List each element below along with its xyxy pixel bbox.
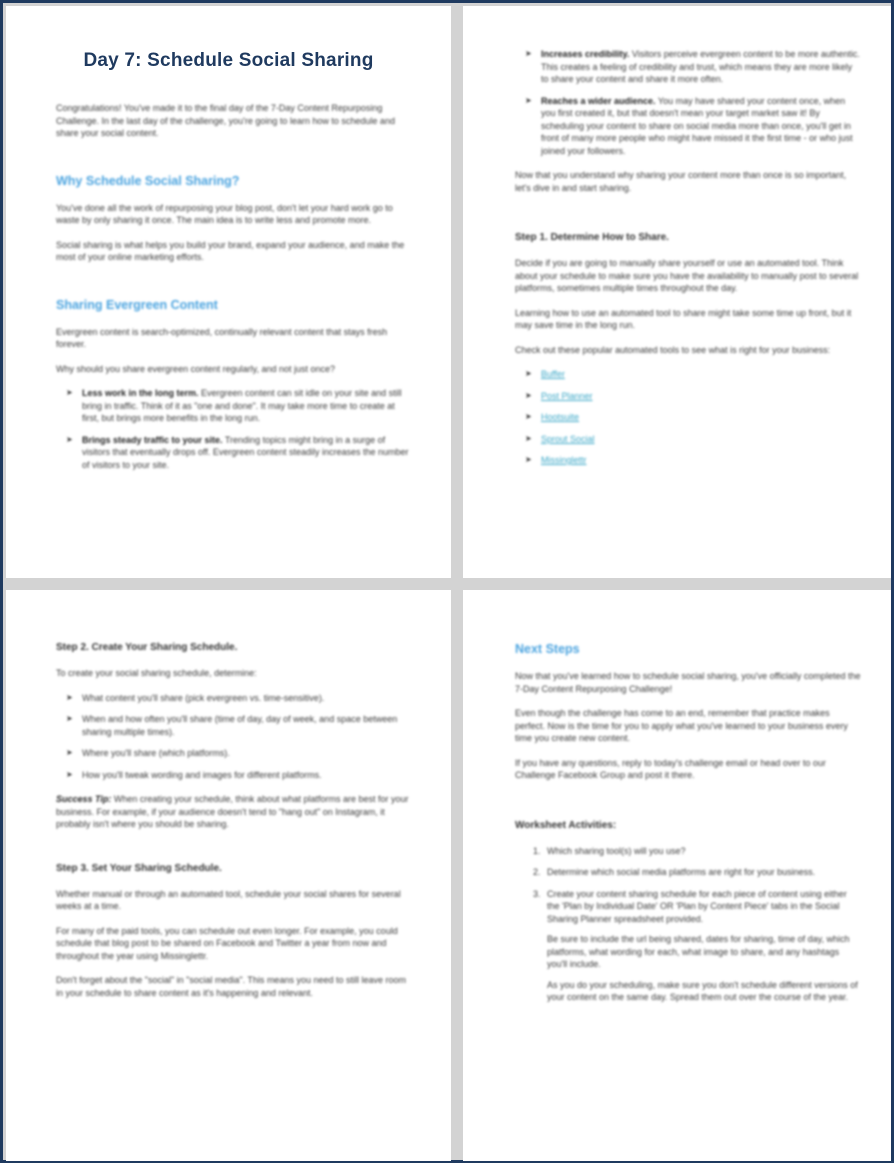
transition-paragraph: Now that you understand why sharing your content more than once is so important, let's dive in and start sharing.: [515, 170, 847, 193]
next-steps-heading: Next Steps: [515, 642, 580, 656]
list-item: [541, 433, 861, 446]
tools-list: [515, 368, 861, 467]
tool-link-hootsuite[interactable]: Hootsuite: [541, 412, 580, 422]
worksheet-heading: Worksheet Activities:: [515, 819, 617, 831]
list-item: 3. Create your content sharing schedule for each piece of content using either the 'Plan by Individual Date' OR 'Plan by Content Piece' tabs in the Social Sharing Planner spreadsheet provided. Be sure to include the url being shared, dates for sharing, time of day, which platforms, what wording for each, what image to share, and any hashtags you'll include. As you do your scheduling, make sure you don't schedule different versions of your content on the same day. Spread them out over the course of the year.: [543, 888, 861, 1004]
list-item: [541, 411, 861, 424]
list-item: ➤ Brings steady traffic to your site. Trending topics might bring in a surge of visitors that eventually drops off. Evergreen content steadily increases the number of visitors to your site.: [82, 434, 413, 472]
list-item: ➤ What content you'll share (pick evergreen vs. time-sensitive).: [82, 692, 413, 705]
page-1: [6, 6, 451, 578]
list-item: 1. Which sharing tool(s) will you use?: [543, 845, 861, 858]
evergreen-benefits-list: [56, 387, 413, 471]
why-paragraph-1: You've done all the work of repurposing your blog post, don't let your hard work go to waste by only sharing it once. The main idea is to write less and promote more.: [56, 202, 393, 225]
tool-link-post-planner[interactable]: Post Planner: [541, 390, 593, 401]
list-item: ➤ Where you'll share (which platforms).: [82, 747, 413, 760]
success-tip: [56, 793, 413, 831]
evergreen-paragraph-2: Why should you share evergreen content regularly, and not just once?: [56, 363, 335, 374]
list-item: ➤ Less work in the long term. Evergreen content can sit idle on your site and still bring in traffic. Think of it as "one and done". It may take more time to create at first, but brings more benefits in the long run.: [82, 387, 413, 425]
list-item: [541, 454, 861, 467]
page-4-body: [515, 642, 861, 1016]
page-2-body: [515, 48, 861, 479]
step2-intro: To create your social sharing schedule, determine:: [56, 668, 257, 678]
activity-3-paragraph-1: Be sure to include the url being shared, dates for sharing, time of day, which platforms, what wording for each, what image to share, and any hashtags you'll include.: [547, 934, 850, 969]
page-3-body: [56, 642, 413, 1011]
step3-paragraph-1: Whether manual or through an automated tool, schedule your social shares for several weeks at a time.: [56, 888, 401, 911]
step2-list: [56, 692, 413, 782]
tool-link-sprout-social[interactable]: Sprout Social: [541, 433, 595, 444]
worksheet-activities-list: [515, 845, 861, 1004]
step3-heading: Step 3. Set Your Sharing Schedule.: [56, 862, 222, 874]
why-heading: Why Schedule Social Sharing?: [56, 173, 240, 188]
step3-paragraph-2: For many of the paid tools, you can schedule out even longer. For example, you could schedule that blog post to be shared on Facebook and Twitter a year from now and throughout the year using Missinglettr.: [56, 925, 398, 961]
page-2: [463, 6, 891, 578]
evergreen-benefits-list-continued: [515, 48, 861, 157]
list-item: [541, 390, 861, 403]
success-tip-label: Success Tip:: [56, 794, 112, 804]
list-item: [541, 368, 861, 381]
activity-3-paragraph-2: As you do your scheduling, make sure you don't schedule different versions of your content on the same day. Spread them out over the course of the year.: [547, 979, 858, 1002]
page-3: [6, 590, 451, 1161]
evergreen-paragraph-1: Evergreen content is search-optimized, continually relevant content that stays fresh forever.: [56, 326, 388, 349]
step1-paragraph-1: Decide if you are going to manually share yourself or use an automated tool. Think about your schedule to make sure you have the availability to manually post to several platforms, sometimes multiple times throughout the day.: [515, 258, 859, 293]
list-item: ➤ Increases credibility. Visitors perceive evergreen content to be more authentic. This creates a feeling of credibility and trust, which means they are more likely to share your content and share it more often.: [541, 48, 861, 86]
step1-paragraph-3: Check out these popular automated tools to see what is right for your business:: [515, 344, 831, 355]
page-4: [463, 590, 891, 1161]
document-title: Day 7: Schedule Social Sharing: [83, 50, 374, 71]
step3-paragraph-3: Don't forget about the "social" in "social media". This means you need to still leave room in your schedule to share content as it's happening and relevant.: [56, 975, 407, 998]
page-1-body: [56, 102, 413, 483]
next-paragraph-3: If you have any questions, reply to today's challenge email or head over to our Challenge Facebook Group and post it there.: [515, 757, 826, 780]
next-paragraph-2: Even though the challenge has come to an end, remember that practice makes perfect. Now is the time for you to apply what you've learned to your business every time you create new content.: [515, 708, 848, 743]
tool-link-buffer[interactable]: Buffer: [541, 369, 565, 379]
intro-paragraph: Congratulations! You've made it to the final day of the 7-Day Content Repurposing Challenge. In the last day of the challenge, you're going to learn how to schedule and share your social content.: [56, 103, 395, 138]
success-tip-text: When creating your schedule, think about what platforms are best for your business. For example, if your audience doesn't tend to "hang out" on Instagram, it probably isn't where you should be sharing.: [56, 794, 409, 829]
step1-heading: Step 1. Determine How to Share.: [515, 232, 669, 243]
evergreen-heading: Sharing Evergreen Content: [56, 297, 218, 312]
next-paragraph-1: Now that you've learned how to schedule social sharing, you've officially completed the 7-Day Content Repurposing Challenge!: [515, 671, 861, 694]
list-item: ➤ When and how often you'll share (time of day, day of week, and space between sharing multiple times).: [82, 713, 413, 738]
step1-paragraph-2: Learning how to use an automated tool to share might take some time up front, but it may save time in the long run.: [515, 307, 852, 330]
list-item: ➤ Reaches a wider audience. You may have shared your content once, when you first created it, but that doesn't mean your target market saw it! By scheduling your content to share on social media more than once, you'll get in front of many more people who might have missed it the first time - or who just joined your followers.: [541, 95, 861, 158]
list-item: ➤ How you'll tweak wording and images for different platforms.: [82, 769, 413, 782]
list-item: 2. Determine which social media platforms are right for your business.: [543, 866, 861, 879]
step2-heading: Step 2. Create Your Sharing Schedule.: [56, 642, 238, 653]
why-paragraph-2: Social sharing is what helps you build your brand, expand your audience, and make the most of your online marketing efforts.: [56, 239, 405, 262]
tool-link-missinglettr[interactable]: Missinglettr: [541, 455, 587, 465]
